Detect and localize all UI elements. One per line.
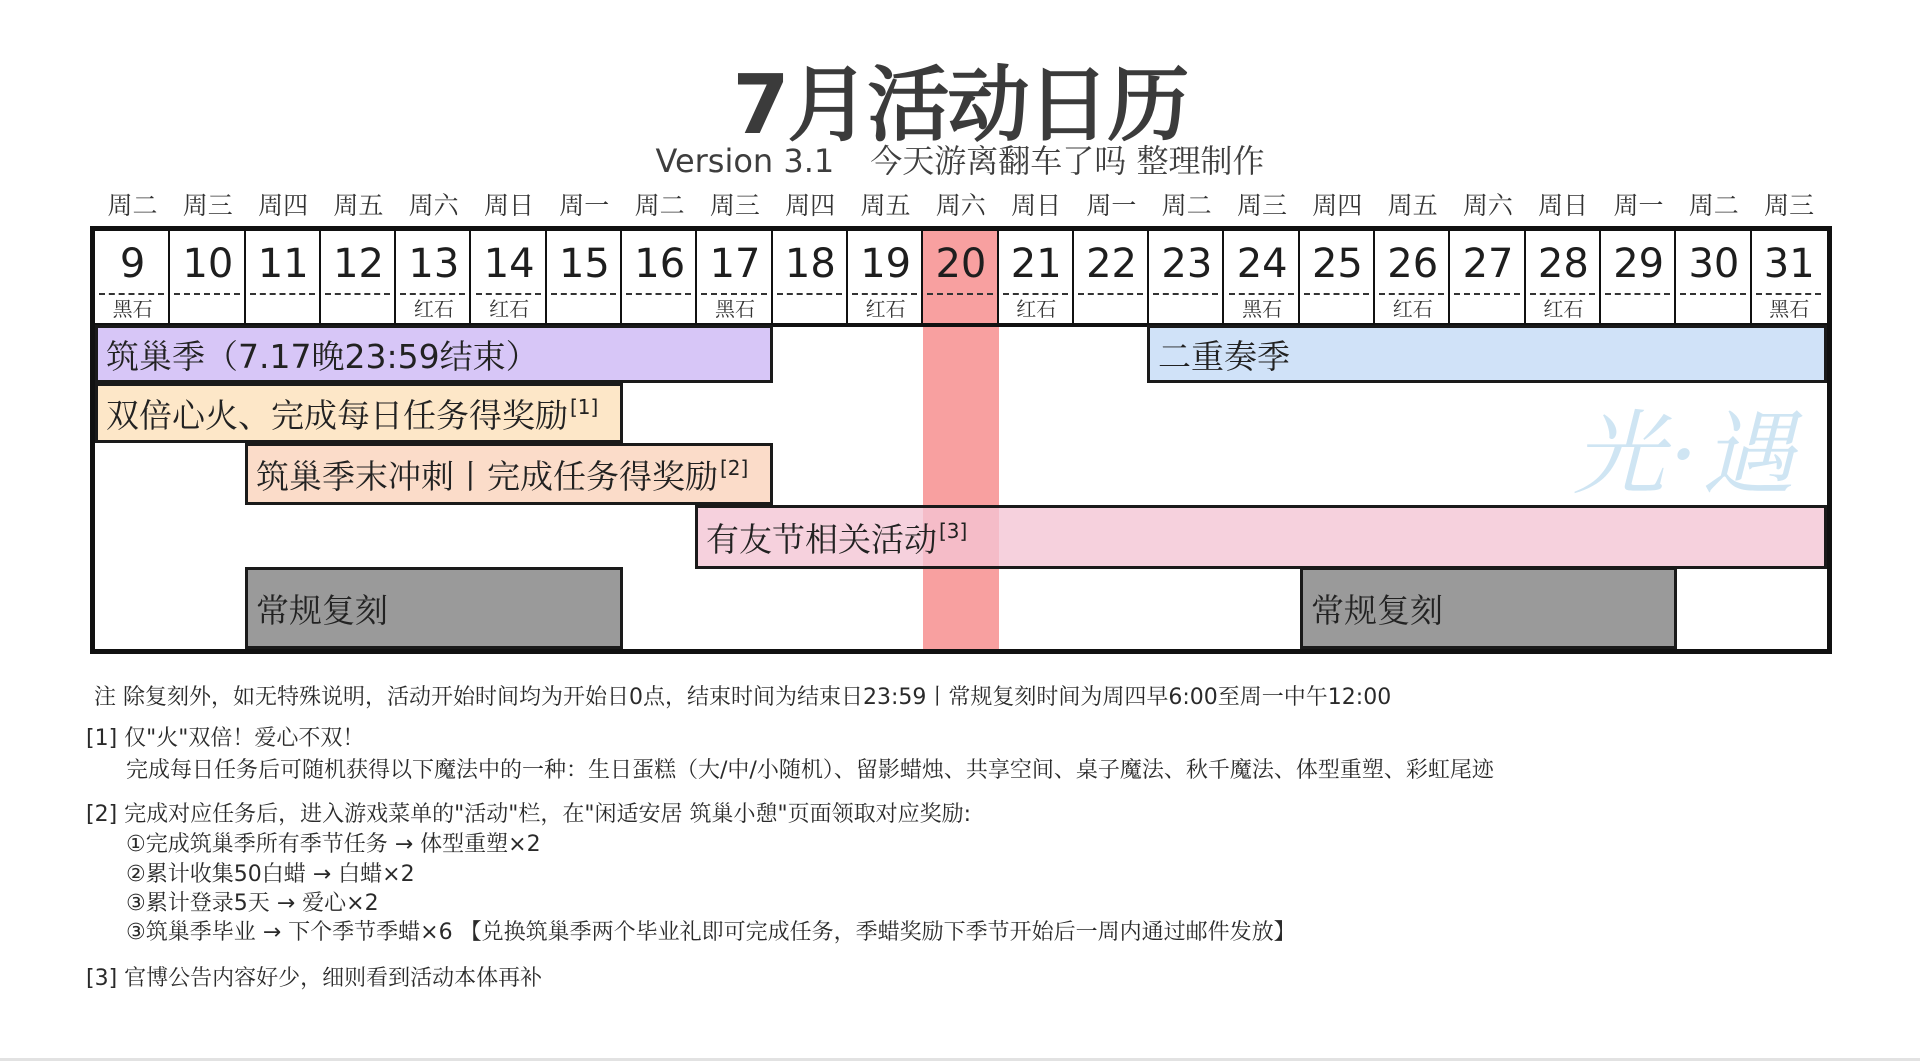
version-label: Version 3.1 <box>655 142 835 180</box>
footnote-ref: [3] <box>939 519 968 543</box>
page-title: 7月活动日历 <box>732 58 1188 153</box>
date-number: 27 <box>1462 241 1514 287</box>
event-bar-rerun-2[interactable] <box>1300 567 1677 649</box>
date-number: 30 <box>1688 241 1740 287</box>
stone-label: 黑石 <box>1769 297 1810 321</box>
weekday-label: 周六 <box>1462 191 1513 220</box>
event-label: 常规复刻 <box>1311 590 1443 630</box>
weekday-label: 周六 <box>935 191 986 220</box>
event-label: 双倍心火、完成每日任务得奖励 <box>106 395 568 435</box>
date-dash-divider <box>927 293 992 295</box>
note-2-item-2: ②累计收集50白蜡 → 白蜡×2 <box>126 862 415 887</box>
date-number: 13 <box>408 241 460 287</box>
weekday-label: 周日 <box>1538 191 1589 220</box>
date-number: 29 <box>1613 241 1665 287</box>
weekday-label: 周一 <box>1086 191 1137 220</box>
date-dash-divider <box>174 293 239 295</box>
stone-label: 红石 <box>489 297 530 321</box>
event-bar-nest-season[interactable] <box>95 325 773 383</box>
date-number: 17 <box>709 241 761 287</box>
weekday-label: 周五 <box>860 191 911 220</box>
date-dash-divider <box>551 293 616 295</box>
date-dash-divider <box>325 293 390 295</box>
weekday-label: 周二 <box>107 191 158 220</box>
weekday-label: 周二 <box>1161 191 1212 220</box>
date-number: 12 <box>333 241 384 287</box>
stone-label: 红石 <box>1016 297 1057 321</box>
stone-label: 黑石 <box>715 297 756 321</box>
weekday-label: 周一 <box>1613 191 1664 220</box>
event-bar-friendship[interactable] <box>695 505 1827 569</box>
weekday-label: 周六 <box>408 191 459 220</box>
date-number: 14 <box>483 241 535 287</box>
date-dash-divider <box>1680 293 1745 295</box>
stone-label: 红石 <box>413 297 454 321</box>
stone-label: 黑石 <box>1242 297 1283 321</box>
stone-label: 红石 <box>1543 297 1584 321</box>
event-bar-double-fire[interactable] <box>95 383 623 443</box>
weekday-label: 周五 <box>333 191 384 220</box>
weekday-label: 周日 <box>1011 191 1062 220</box>
date-dash-divider <box>250 293 315 295</box>
date-number: 15 <box>558 241 610 287</box>
weekday-label: 周四 <box>785 191 836 220</box>
date-number: 10 <box>182 241 234 287</box>
date-number: 25 <box>1311 241 1363 287</box>
event-label: 常规复刻 <box>256 590 388 630</box>
weekday-label: 周四 <box>1312 191 1363 220</box>
stone-label: 红石 <box>865 297 906 321</box>
weekday-label: 周二 <box>1688 191 1739 220</box>
weekday-label: 周三 <box>1764 191 1815 220</box>
event-label: 筑巢季末冲刺丨完成任务得奖励 <box>256 456 718 496</box>
weekday-label: 周二 <box>634 191 685 220</box>
date-dash-divider <box>1078 293 1143 295</box>
date-number: 22 <box>1086 241 1137 287</box>
event-bar-season-sprint[interactable] <box>245 443 773 505</box>
event-bar-duet-season[interactable] <box>1147 325 1827 383</box>
note-2-item-1: ①完成筑巢季所有季节任务 → 体型重塑×2 <box>126 832 541 857</box>
date-number: 24 <box>1236 241 1288 287</box>
date-number: 28 <box>1537 241 1589 287</box>
subtitle <box>0 136 1920 182</box>
event-bar-rerun-1[interactable] <box>245 567 623 649</box>
date-dash-divider <box>1304 293 1369 295</box>
weekday-label: 周三 <box>709 191 760 220</box>
date-number: 31 <box>1763 241 1815 287</box>
date-number: 16 <box>634 241 686 287</box>
credit-label: 今天游离翻车了吗 整理制作 <box>870 142 1265 180</box>
note-main: 注 除复刻外，如无特殊说明，活动开始时间均为开始日0点，结束时间为结束日23:59丨常规复刻时间为周四早6:00至周一中午12:00 <box>94 685 1392 710</box>
note-3: [3] 官博公告内容好少，细则看到活动本体再补 <box>86 966 543 991</box>
game-logo-watermark: 光·遇 <box>1573 401 1799 508</box>
calendar-grid <box>90 226 1832 654</box>
stone-label: 黑石 <box>112 297 153 321</box>
weekday-label: 周五 <box>1387 191 1438 220</box>
note-2-title: [2] 完成对应任务后，进入游戏菜单的"活动"栏，在"闲适安居 筑巢小憩"页面领取对应奖励: <box>86 802 972 827</box>
note-2-item-4: ③筑巢季毕业 → 下个季节季蜡×6 【兑换筑巢季两个毕业礼即可完成任务，季蜡奖励下季节开始后一周内通过邮件发放】 <box>126 920 1296 945</box>
date-number: 20 <box>935 241 987 287</box>
footnote-ref: [2] <box>720 456 749 480</box>
note-2-item-3: ③累计登录5天 → 爱心×2 <box>126 891 379 916</box>
weekday-label: 周日 <box>483 191 534 220</box>
weekday-label: 周三 <box>182 191 233 220</box>
event-label: 二重奏季 <box>1158 336 1290 376</box>
weekday-label: 周四 <box>258 191 309 220</box>
weekday-label: 周一 <box>559 191 610 220</box>
date-number: 9 <box>119 241 146 287</box>
date-number: 11 <box>257 241 309 287</box>
footnote-ref: [1] <box>570 395 599 419</box>
date-dash-divider <box>1454 293 1519 295</box>
date-dash-divider <box>626 293 691 295</box>
date-number: 18 <box>784 241 836 287</box>
event-label: 有友节相关活动 <box>706 519 937 559</box>
stone-label: 红石 <box>1392 297 1433 321</box>
date-number: 23 <box>1161 241 1213 287</box>
note-1-title: [1] 仅"火"双倍！爱心不双！ <box>86 726 365 751</box>
date-number: 21 <box>1010 241 1062 287</box>
note-1-body: 完成每日任务后可随机获得以下魔法中的一种：生日蛋糕（大/中/小随机）、留影蜡烛、共享空间、桌子魔法、秋千魔法、体型重塑、彩虹尾迹 <box>126 758 1494 783</box>
date-number: 26 <box>1387 241 1439 287</box>
date-dash-divider <box>1153 293 1218 295</box>
event-label: 筑巢季（7.17晚23:59结束） <box>106 336 539 376</box>
date-dash-divider <box>1605 293 1670 295</box>
weekday-label: 周三 <box>1236 191 1287 220</box>
date-number: 19 <box>860 241 912 287</box>
date-dash-divider <box>777 293 842 295</box>
